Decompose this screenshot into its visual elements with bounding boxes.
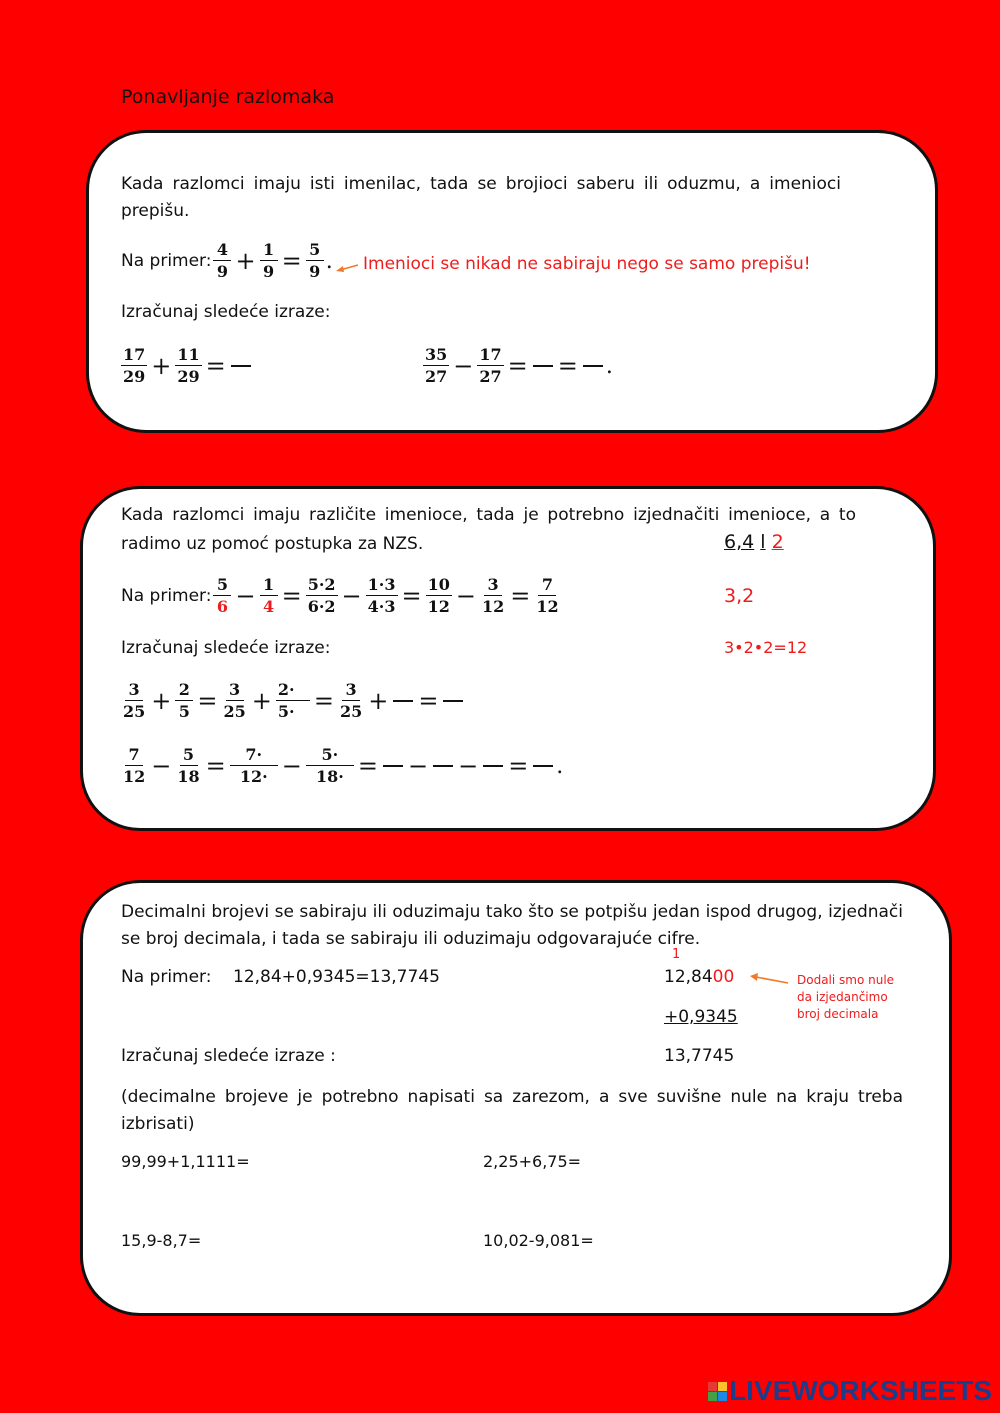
box3-task-label: Izračunaj sledeće izraze : bbox=[121, 1046, 336, 1066]
nzs-row-2: 3,2 bbox=[724, 585, 755, 607]
box3-instruction: (decimalne brojeve je potrebno napisati sa zarezom, a sve suvišne nule na kraju treba izbrisati) bbox=[121, 1087, 903, 1134]
box3-example: 12,84+0,9345=13,7745 bbox=[233, 967, 440, 987]
task-4: 10,02-9,081= bbox=[483, 1231, 594, 1250]
answer-blank[interactable] bbox=[583, 365, 603, 367]
box2-example: Na primer: $\frac{5}{6}$ − $\frac{1}{4}$ = $\frac{5\cdot 2}{6\cdot 2}$ − $\frac{1\cdot 3}{4\cdot 3}$ = $\frac{10}{12}$ − $\frac{3}{12}$ = $\frac{7}{12}$ bbox=[121, 575, 559, 616]
box3-intro: Decimalni brojevi se sabiraju ili oduzimaju tako što se potpišu jedan ispod drugog, izjednači se broj decimala, i tada se sabiraju ili oduzimaju odgovarajuće cifre. bbox=[121, 902, 903, 949]
box2-intro: Kada razlomci imaju različite imenioce, tada je potrebno izjednačiti imenioce, a to radimo uz pomoć postupka za NZS. bbox=[121, 505, 856, 554]
box1-exercise-1: $\frac{17}{29}$ + $\frac{11}{29}$ = bbox=[119, 341, 254, 391]
nzs-row-3: 3•2•2=12 bbox=[724, 638, 808, 657]
answer-blank[interactable] bbox=[383, 765, 403, 767]
fraction: $\frac{4}{9}$ bbox=[213, 241, 231, 281]
column-middle: +0,9345 bbox=[664, 1007, 738, 1027]
box2-exercise-2: $\frac{7}{12}$ − $\frac{5}{18}$ = $\frac{7\cdot}{12\cdot}$ − $\frac{5\cdot}{18\cdot}$ = − − = . bbox=[123, 745, 564, 786]
arrow-icon bbox=[334, 262, 360, 274]
box1-intro: Kada razlomci imaju isti imenilac, tada se brojioci saberu ili oduzmu, a imenioci prepišu. bbox=[121, 174, 841, 221]
carry-digit: 1 bbox=[672, 947, 681, 962]
task-3: 15,9-8,7= bbox=[121, 1231, 202, 1250]
column-result: 13,7745 bbox=[664, 1046, 735, 1066]
box2-exercise-1: $\frac{3}{25}$ + $\frac{2}{5}$ = $\frac{3}{25}$ + $\frac{2\cdot}{5\cdot}$ = $\frac{3}{25}$ + = bbox=[119, 676, 466, 726]
page-title: Ponavljanje razlomaka bbox=[121, 86, 335, 108]
fraction: $\frac{1}{9}$ bbox=[260, 241, 278, 281]
example-label: Na primer: bbox=[121, 251, 212, 271]
answer-blank[interactable] bbox=[483, 765, 503, 767]
box2-task-label: Izračunaj sledeće izraze: bbox=[121, 638, 331, 658]
box1-note: Imenioci se nikad ne sabiraju nego se samo prepišu! bbox=[363, 254, 811, 274]
column-top: 12,8400 bbox=[664, 967, 735, 987]
box1-example: Na primer: $\frac{4}{9}$ + $\frac{1}{9}$ = $\frac{5}{9}$ . bbox=[121, 240, 333, 281]
answer-blank[interactable] bbox=[393, 700, 413, 702]
nzs-row-1: 6,4 l 2 bbox=[724, 531, 784, 553]
answer-blank[interactable] bbox=[533, 765, 553, 767]
task-1: 99,99+1,1111= bbox=[121, 1152, 250, 1171]
answer-blank[interactable] bbox=[533, 365, 553, 367]
box3-example-label: Na primer: bbox=[121, 967, 212, 987]
arrow-icon bbox=[748, 972, 790, 986]
liveworksheets-logo bbox=[708, 1375, 992, 1407]
answer-blank[interactable] bbox=[231, 365, 251, 367]
box1-exercise-2: $\frac{35}{27}$ − $\frac{17}{27}$ = = . bbox=[425, 345, 613, 386]
logo-text: LIVEWORKSHEETS bbox=[729, 1375, 992, 1406]
answer-blank[interactable] bbox=[433, 765, 453, 767]
answer-blank[interactable] bbox=[443, 700, 463, 702]
task-2: 2,25+6,75= bbox=[483, 1152, 582, 1171]
zeros-note: Dodali smo nule da izjedančimo broj decimala bbox=[797, 973, 895, 1021]
fraction: $\frac{5}{9}$ bbox=[306, 241, 324, 281]
box1-task-label: Izračunaj sledeće izraze: bbox=[121, 302, 331, 322]
logo-icon bbox=[708, 1382, 727, 1401]
